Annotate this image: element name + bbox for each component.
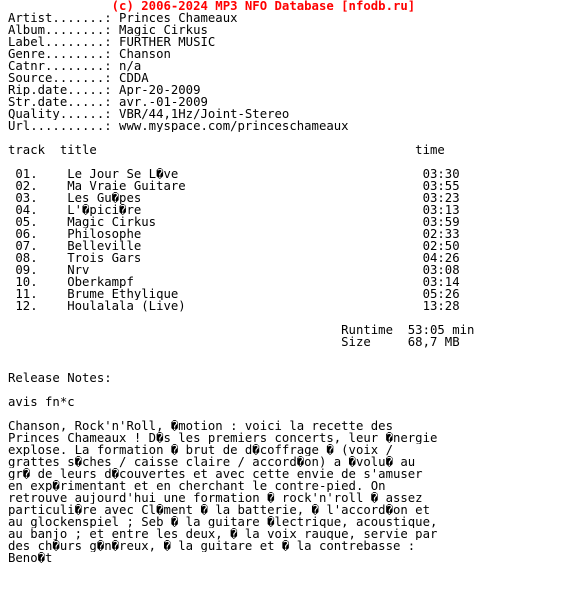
notes-line: des ch�urs g�n�reux, � la guitare et � la contrebasse : [8, 540, 416, 552]
runtime-total: Runtime 53:05 min [8, 324, 475, 336]
track-row: 02. Ma Vraie Guitare 03:55 [8, 180, 460, 192]
meta-catnr: Catnr........: n/a [8, 60, 142, 72]
meta-str-date: Str.date.....: avr.-01-2009 [8, 96, 208, 108]
track-row: 03. Les Gu�pes 03:23 [8, 192, 460, 204]
release-notes-title: Release Notes: [8, 372, 112, 384]
notes-source: avis fn*c [8, 396, 75, 408]
notes-line: gr� de leurs d�couvertes et avec cette envie de s'amuser [8, 468, 423, 480]
notes-line: particuli�re avec Cl�ment � la batterie, � l'accord�on et [8, 504, 430, 516]
track-row: 05. Magic Cirkus 03:59 [8, 216, 460, 228]
nfodb-copyright-header: (c) 2006-2024 MP3 NFO Database [nfodb.ru] [8, 0, 416, 12]
spacer [8, 360, 578, 372]
spacer [8, 408, 578, 420]
spacer [8, 384, 578, 396]
meta-quality: Quality......: VBR/44,1Hz/Joint-Stereo [8, 108, 290, 120]
meta-artist: Artist.......: Princes Chameaux [8, 12, 238, 24]
track-row: 07. Belleville 02:50 [8, 240, 460, 252]
track-row: 10. Oberkampf 03:14 [8, 276, 460, 288]
track-row: 11. Brume Ethylique 05:26 [8, 288, 460, 300]
notes-line: Princes Chameaux ! D�s les premiers concerts, leur �nergie [8, 432, 438, 444]
meta-label: Label........: FURTHER MUSIC [8, 36, 216, 48]
notes-line: en exp�rimentant et en cherchant le contre-pied. On [8, 480, 386, 492]
notes-line: retrouve aujourd'hui une formation � rock'n'roll � assez [8, 492, 423, 504]
meta-album: Album........: Magic Cirkus [8, 24, 208, 36]
size-total: Size 68,7 MB [8, 336, 460, 348]
nfo-document [8, 0, 578, 564]
spacer [8, 312, 578, 324]
track-row: 09. Nrv 03:08 [8, 264, 460, 276]
meta-url: Url..........: www.myspace.com/princeschameaux [8, 120, 349, 132]
notes-line: Chanson, Rock'n'Roll, �motion : voici la recette des [8, 420, 393, 432]
track-row: 08. Trois Gars 04:26 [8, 252, 460, 264]
notes-line: au glockenspiel ; Seb � la guitare �lectrique, acoustique, [8, 516, 438, 528]
notes-line: Beno�t [8, 552, 53, 564]
track-row: 01. Le Jour Se L�ve 03:30 [8, 168, 460, 180]
meta-rip-date: Rip.date.....: Apr-20-2009 [8, 84, 201, 96]
spacer [8, 132, 578, 144]
spacer [8, 156, 578, 168]
meta-source: Source.......: CDDA [8, 72, 149, 84]
track-row: 04. L'�pici�re 03:13 [8, 204, 460, 216]
meta-genre: Genre........: Chanson [8, 48, 171, 60]
track-row: 12. Houlalala (Live) 13:28 [8, 300, 460, 312]
tracklist-header: track title time [8, 144, 445, 156]
notes-line: grattes s�ches / caisse claire / accord�on) a �volu� au [8, 456, 416, 468]
spacer [8, 348, 578, 360]
notes-line: au banjo ; et entre les deux, � la voix rauque, servie par [8, 528, 438, 540]
track-row: 06. Philosophe 02:33 [8, 228, 460, 240]
notes-line: explose. La formation � brut de d�coffrage � (voix / [8, 444, 393, 456]
